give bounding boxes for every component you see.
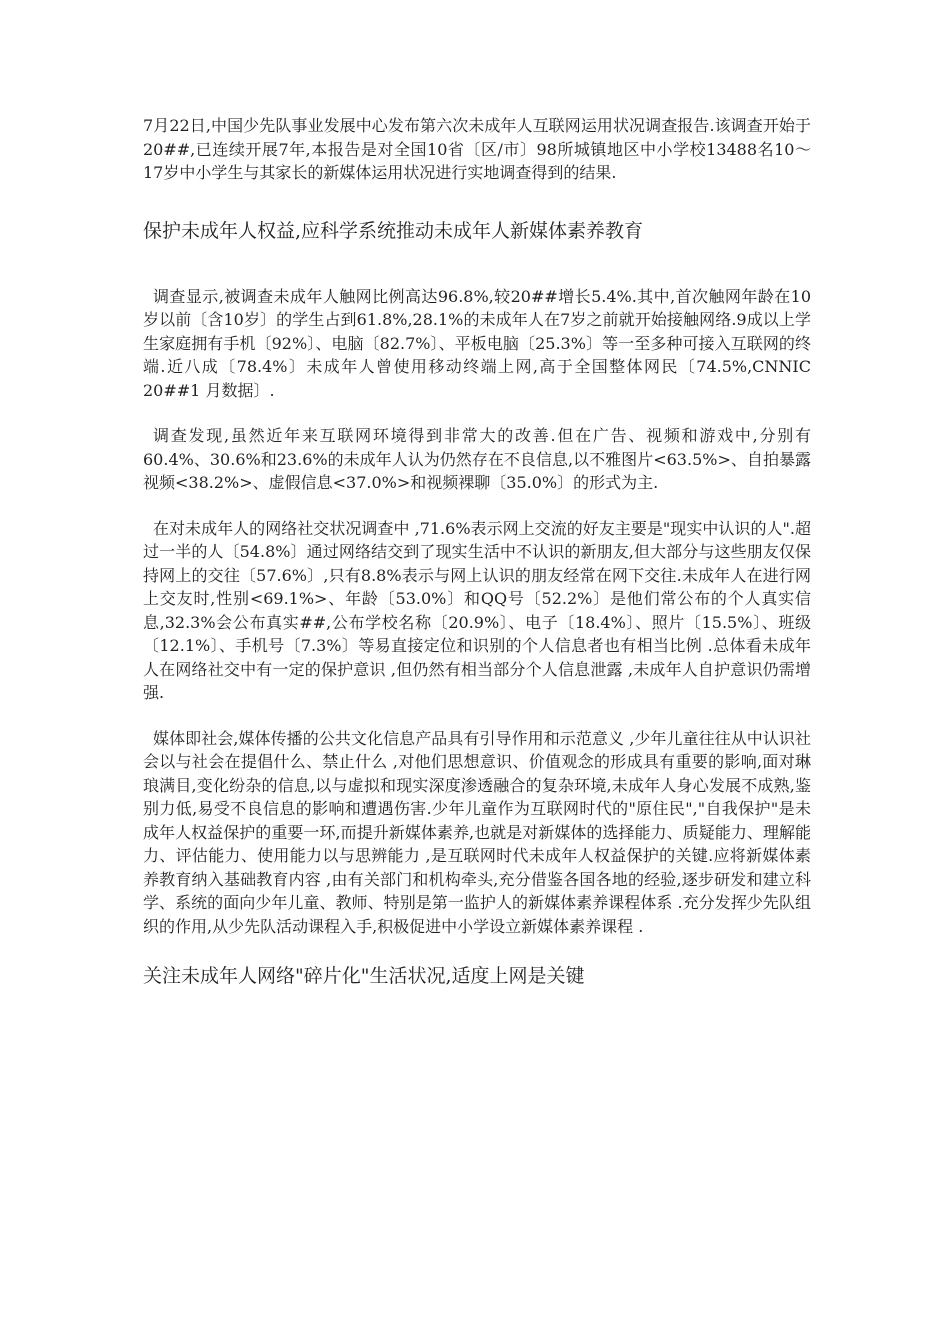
section-heading-rights-education: 保护未成年人权益,应科学系统推动未成年人新媒体素养教育 <box>143 219 644 242</box>
survey-harmful-content-paragraph: 调查发现,虽然近年来互联网环境得到非常大的改善.但在广告、视频和游戏中,分别有60.4%、30.6%和23.6%的未成年人认为仍然存在不良信息,以不雅图片<63.5%>、自拍暴露视频<38.2%>、虚假信息<37.0%>和视频裸聊〔35.0%〕的形式为主. <box>143 426 811 492</box>
document-page <box>143 114 811 990</box>
survey-access-paragraph: 调查显示,被调查未成年人触网比例高达96.8%,较20##增长5.4%.其中,首次触网年龄在10岁以前〔含10岁〕的学生占到61.8%,28.1%的未成年人在7岁之前就开始接触网络.9成以上学生家庭拥有手机〔92%〕、电脑〔82.7%〕、平板电脑〔25.3%〕等一至多种可接入互联网的终端.近八成〔78.4%〕未成年人曾使用移动终端上网,高于全国整体网民〔74.5%,CNNIC 20##1 月数据〕. <box>143 286 811 400</box>
section-heading-fragmented-life: 关注未成年人网络"碎片化"生活状况,适度上网是关键 <box>143 965 585 987</box>
intro-paragraph: 7月22日,中国少先队事业发展中心发布第六次未成年人互联网运用状况调查报告.该调查开始于20##,已连续开展7年,本报告是对全国10省〔区/市〕98所城镇地区中小学校13488名10〜17岁中小学生与其家长的新媒体运用状况进行实地调查得到的结果. <box>143 116 811 182</box>
survey-social-paragraph: 在对未成年人的网络社交状况调查中 ,71.6%表示网上交流的好友主要是"现实中认识的人".超过一半的人〔54.8%〕通过网络结交到了现实生活中不认识的新朋友,但大部分与这些朋友仅保持网上的交往〔57.6%〕,只有8.8%表示与网上认识的朋友经常在网下交往.未成年人在进行网上交友时,性别<69.1%>、年龄〔53.0%〕和QQ号〔52.2%〕是他们常公布的个人真实信息,32.3%会公布真实##,公布学校名称〔20.9%〕、电子〔18.4%〕、照片〔15.5%〕、班级〔12.1%〕、手机号〔7.3%〕等易直接定位和识别的个人信息者也有相当比例 .总体看未成年人在网络社交中有一定的保护意识 ,但仍然有相当部分个人信息泄露 ,未成年人自护意识仍需增强. <box>143 518 811 702</box>
media-society-paragraph: 媒体即社会,媒体传播的公共文化信息产品具有引导作用和示范意义 ,少年儿童往往从中认识社会以与社会在提倡什么、禁止什么 ,对他们思想意识、价值观念的形成具有重要的影响,面对琳琅满目,变化纷杂的信息,以与虚拟和现实深度渗透融合的复杂环境,未成年人身心发展不成熟,鉴别力低,易受不良信息的影响和遭遇伤害.少年儿童作为互联网时代的"原住民","自我保护"是未成年人权益保护的重要一环,而提升新媒体素养,也就是对新媒体的选择能力、质疑能力、理解能力、评估能力、使用能力以与思辨能力 ,是互联网时代未成年人权益保护的关键.应将新媒体素养教育纳入基础教育内容 ,由有关部门和机构牵头,充分借鉴各国各地的经验,逐步研发和建立科学、系统的面向少年儿童、教师、特别是第一监护人的新媒体素养课程体系 .充分发挥少先队组织的作用,从少先队活动课程入手,积极促进中小学设立新媒体素养课程 . <box>143 728 811 936</box>
